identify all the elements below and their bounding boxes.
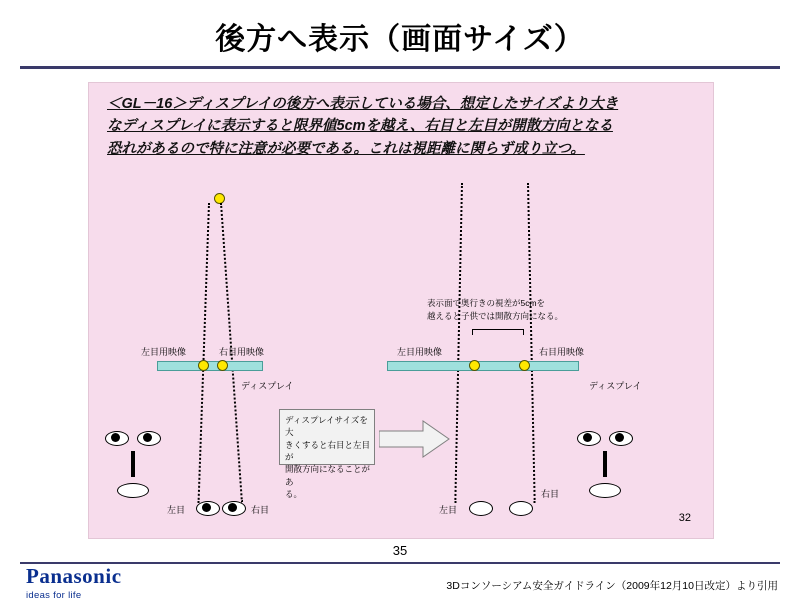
left-figure-ray-left (198, 203, 210, 503)
right-figure-eye-left (469, 501, 493, 516)
guideline-note-line-1: ＜GL－16＞ディスプレイの後方へ表示している場合、想定したサイズより大き (107, 96, 619, 112)
right-figure-left-image-label: 左目用映像 (397, 347, 443, 357)
right-figure-note-line-2: 越えると子供では開散方向になる。 (427, 310, 564, 321)
face2-nose (603, 451, 607, 477)
panasonic-logo (26, 566, 122, 601)
guideline-note-line-3: 恐れがあるので特に注意が必要である。これは視距離に関らず成り立つ。 (107, 140, 585, 157)
source-credit: 3Dコンソーシアム安全ガイドライン（2009年12月10日改定）より引用 (446, 580, 778, 592)
face2-mouth (589, 483, 621, 498)
face2-right-pupil (615, 433, 624, 442)
left-figure-display-node-right (217, 360, 228, 371)
logo-tagline: ideas for life (26, 590, 82, 601)
face-right-pupil (143, 433, 152, 442)
left-figure-left-eye-label: 左目 (167, 505, 186, 515)
left-figure-right-image-label: 右目用映像 (219, 347, 265, 357)
left-figure-display-node-left (198, 360, 209, 371)
page-title: 後方へ表示（画面サイズ） (215, 23, 585, 56)
face2-left-pupil (583, 433, 592, 442)
figure-page-number: 32 (678, 512, 691, 524)
right-figure-note (427, 297, 563, 323)
parallax-measure-bracket (472, 329, 524, 335)
right-figure-right-eye-label: 右目 (541, 489, 560, 499)
left-figure-pupil-right (228, 503, 237, 512)
right-figure-left-eye-label: 左目 (439, 505, 458, 515)
left-figure-left-image-label: 左目用映像 (141, 347, 187, 357)
right-figure-display-node-right (519, 360, 530, 371)
left-figure-right-eye-label: 右目 (251, 505, 270, 515)
right-figure-note-line-1: 表示面で奥行きの視差が5cmを (427, 298, 546, 308)
left-figure-display-label: ディスプレイ (241, 381, 294, 391)
right-arrow-icon (379, 419, 451, 459)
right-figure-right-image-label: 右目用映像 (539, 347, 585, 357)
right-figure-display-bar (387, 361, 579, 371)
right-figure-ray-left (454, 183, 463, 503)
callout-box (279, 409, 375, 499)
guideline-note-line-2: なディスプレイに表示すると限界値5cmを越え、右目と左目が開散方向となる (107, 118, 613, 135)
right-figure-display-label: ディスプレイ (589, 381, 642, 391)
left-figure-display-bar (157, 361, 263, 371)
title-divider (20, 66, 780, 69)
callout-line-4: る。 (285, 488, 303, 499)
guideline-note (107, 93, 699, 160)
left-figure-pupil-left (202, 503, 211, 512)
face-left-pupil (111, 433, 120, 442)
callout-line-2: きくすると右目と左目が (285, 439, 371, 462)
right-figure-display-node-left (469, 360, 480, 371)
face-mouth (117, 483, 149, 498)
right-figure-ray-right (527, 183, 536, 503)
footer-divider (20, 562, 780, 564)
content-panel (88, 82, 714, 539)
face-nose (131, 451, 135, 477)
right-figure-eye-right (509, 501, 533, 516)
slide-page-number: 35 (392, 543, 408, 558)
callout-line-3: 開散方向になることがあ (285, 464, 371, 487)
callout-line-1: ディスプレイサイズを大 (285, 415, 368, 438)
logo-wordmark: Panasonic (26, 564, 122, 588)
